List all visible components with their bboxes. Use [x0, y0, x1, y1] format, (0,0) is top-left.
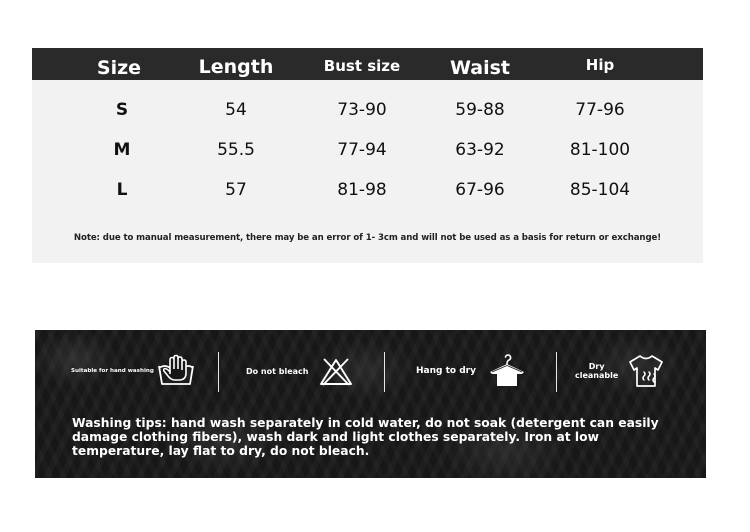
dry-clean-icon [628, 353, 664, 389]
dry-clean-label-line1: Dry [588, 362, 605, 371]
no-bleach-icon [318, 355, 354, 387]
care-item-dry-clean [575, 348, 664, 394]
cell-hip: 81-100 [569, 140, 631, 160]
header-length: Length [198, 56, 274, 78]
cell-length: 54 [225, 100, 247, 120]
dry-clean-label [575, 362, 618, 380]
header-size: Size [96, 57, 142, 79]
cell-bust: 81-98 [337, 180, 387, 200]
hand-wash-label: Suitable for hand washing [71, 368, 154, 374]
cell-waist: 63-92 [455, 140, 505, 160]
header-bust: Bust size [323, 57, 401, 75]
care-item-no-bleach [246, 348, 354, 394]
cell-waist: 67-96 [455, 180, 505, 200]
care-item-hang-dry [416, 348, 526, 394]
cell-size: L [116, 180, 128, 200]
header-waist: Waist [449, 57, 510, 79]
size-chart [32, 48, 703, 263]
table-row [32, 90, 703, 130]
cell-bust: 77-94 [337, 140, 387, 160]
care-item-hand-wash [71, 348, 196, 394]
hang-dry-label: Hang to dry [416, 366, 476, 376]
table-row [32, 170, 703, 210]
hang-dry-icon [488, 353, 526, 389]
cell-length: 55.5 [217, 140, 255, 160]
hand-wash-icon [156, 354, 196, 388]
divider [218, 352, 219, 392]
cell-hip: 77-96 [575, 100, 625, 120]
washing-tips: Washing tips: hand wash separately in cold water, do not soak (detergent can easily damage clothing fibers), wash dark and light clothes separately. Iron at low temperature, lay flat to dry, do not bleach. [72, 416, 659, 458]
table-row [32, 130, 703, 170]
no-bleach-label: Do not bleach [246, 366, 309, 376]
dry-clean-label-line2: cleanable [575, 371, 619, 380]
divider [384, 352, 385, 392]
cell-bust: 73-90 [337, 100, 387, 120]
care-instructions-panel [35, 330, 706, 478]
cell-size: M [113, 140, 131, 160]
cell-waist: 59-88 [455, 100, 505, 120]
cell-size: S [115, 100, 129, 120]
cell-length: 57 [225, 180, 247, 200]
cell-hip: 85-104 [569, 180, 631, 200]
header-hip: Hip [585, 56, 615, 74]
size-chart-header [32, 48, 703, 80]
divider [556, 352, 557, 392]
measurement-note: Note: due to manual measurement, there may be an error of 1- 3cm and will not be used as a basis for return or exchange! [73, 233, 662, 243]
